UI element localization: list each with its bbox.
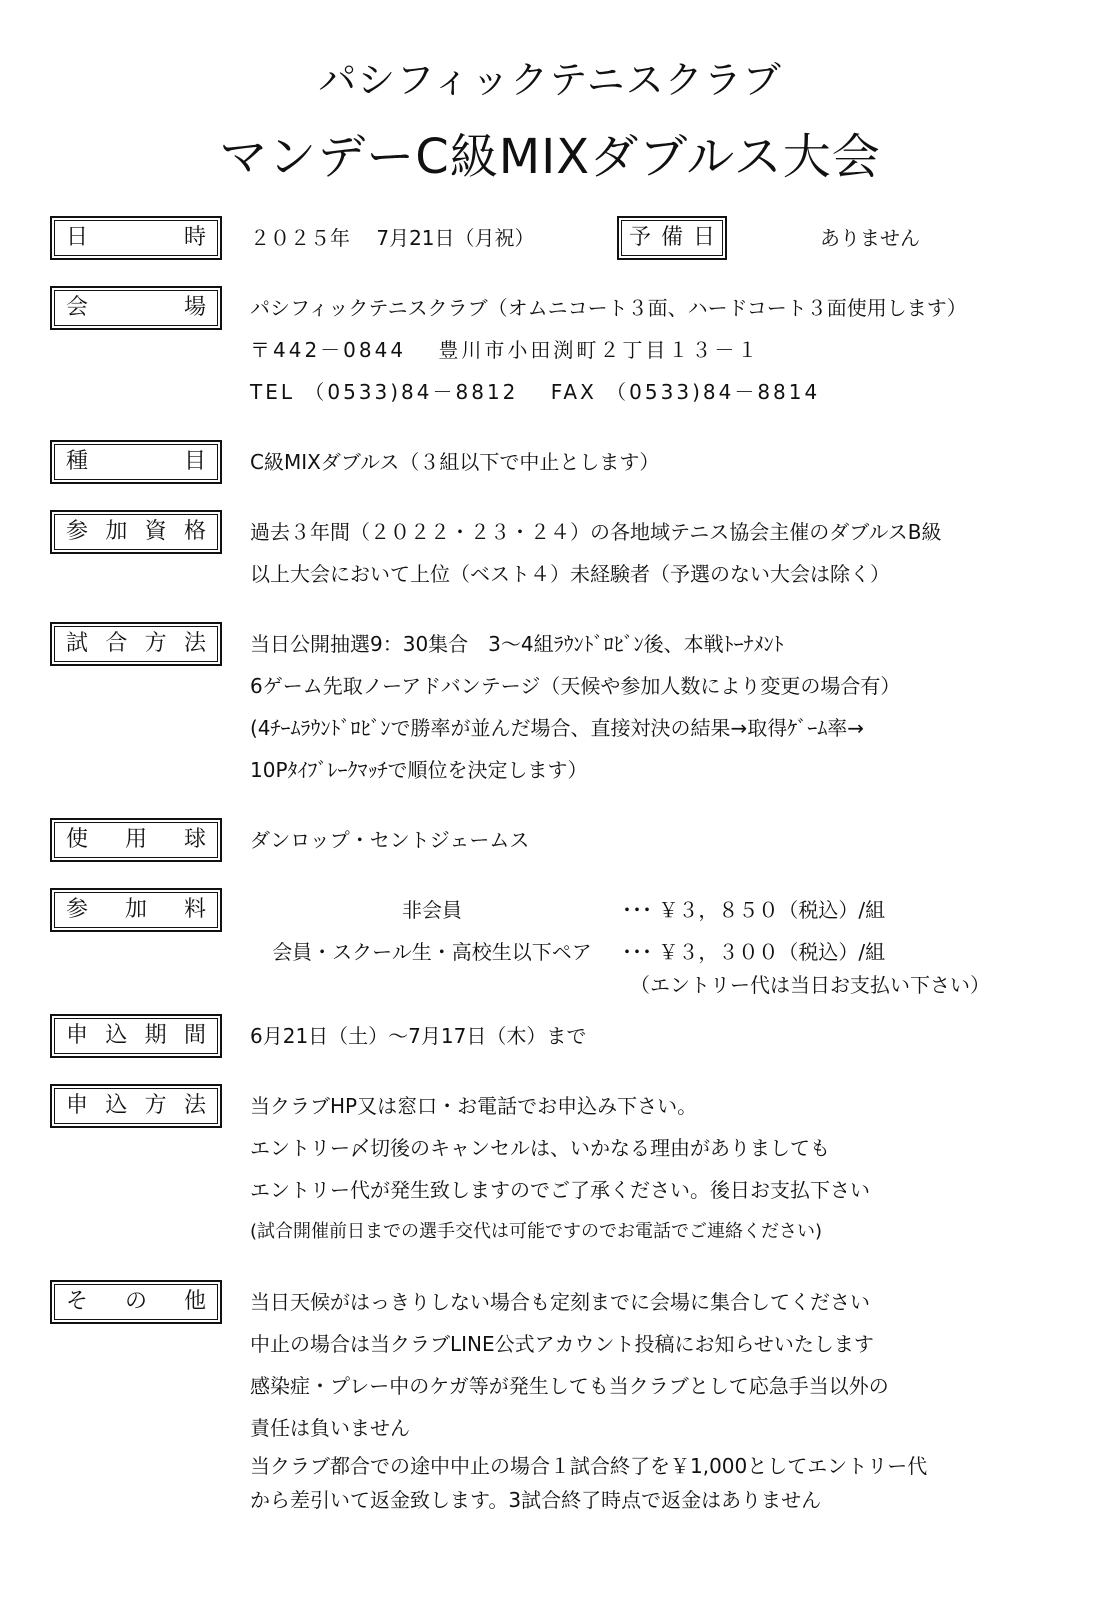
other-line: 中止の場合は当クラブLINE公式アカウント投稿にお知らせいたします — [250, 1332, 874, 1356]
other-line: 責任は負いません — [250, 1416, 410, 1440]
other-line: 当クラブ都合での途中中止の場合１試合終了を￥1,000としてエントリー代 — [250, 1454, 928, 1478]
period-value: 6月21日（土）～7月17日（木）まで — [250, 1024, 587, 1048]
eligibility-label: 参加資格 — [66, 519, 206, 544]
date-value: ２０２５年 7月21日（月祝） — [250, 226, 535, 250]
venue-name: パシフィックテニスクラブ（オムニコート３面、ハードコート３面使用します） — [250, 296, 967, 320]
eligibility-line: 過去３年間（２０２２・２３・２４）の各地域テニス協会主催のダブルスB級 — [250, 520, 942, 544]
other-line: 当日天候がはっきりしない場合も定刻までに会場に集合してください — [250, 1290, 870, 1314]
category-label: 種目 — [66, 449, 206, 474]
format-label: 試合方法 — [66, 631, 206, 656]
fee-label: 参加料 — [66, 897, 206, 922]
other-line: から差引いて返金致します。3試合終了時点で返金はありません — [250, 1488, 822, 1512]
ball-label: 使用球 — [66, 827, 206, 852]
reserve-day-value: ありません — [820, 226, 920, 250]
format-line: 6ゲーム先取ノーアドバンテージ（天候や参加人数により変更の場合有） — [250, 674, 901, 698]
format-label-box — [50, 622, 222, 666]
method-line: (試合開催前日までの選手交代は可能ですのでお電話でご連絡ください) — [250, 1221, 823, 1242]
venue-address: 〒442－0844 豊川市小田渕町２丁目１３－１ — [250, 338, 761, 362]
date-label-box — [50, 216, 222, 260]
method-line: エントリー〆切後のキャンセルは、いかなる理由がありましても — [250, 1136, 830, 1160]
reserve-day-label-box — [617, 216, 727, 260]
fee-item-price: ･･･ ￥３，３００（税込）/組 — [622, 940, 886, 964]
fee-item-name: 会員・スクール生・高校生以下ペア — [272, 940, 592, 964]
other-label: その他 — [66, 1289, 206, 1314]
method-label: 申込方法 — [66, 1093, 206, 1118]
category-value: C級MIXダブルス（３組以下で中止とします） — [250, 450, 660, 474]
category-label-box — [50, 440, 222, 484]
venue-label: 会場 — [66, 295, 206, 320]
club-name: パシフィックテニスクラブ — [318, 58, 782, 102]
reserve-day-label: 予備日 — [629, 225, 715, 250]
method-label-box — [50, 1084, 222, 1128]
period-label-box — [50, 1014, 222, 1058]
eligibility-line: 以上大会において上位（ベスト４）未経験者（予選のない大会は除く） — [250, 562, 890, 586]
format-line: (4ﾁｰﾑﾗｳﾝﾄﾞﾛﾋﾞﾝで勝率が並んだ場合、直接対決の結果→取得ｹﾞｰﾑ率→ — [250, 716, 865, 740]
event-title: マンデーC級MIXダブルス大会 — [219, 129, 881, 185]
fee-note: （エントリー代は当日お支払い下さい） — [630, 973, 990, 997]
format-line: 当日公開抽選9：30集合 3～4組ﾗｳﾝﾄﾞﾛﾋﾞﾝ後、本戦ﾄｰﾅﾒﾝﾄ — [250, 632, 784, 656]
venue-phone-fax: TEL （0533)84－8812 FAX （0533)84－8814 — [250, 380, 821, 404]
fee-item-price: ･･･ ￥３，８５０（税込）/組 — [622, 898, 886, 922]
ball-value: ダンロップ・セントジェームス — [250, 828, 530, 852]
fee-label-box — [50, 888, 222, 932]
other-line: 感染症・プレー中のケガ等が発生しても当クラブとして応急手当以外の — [250, 1374, 889, 1398]
period-label: 申込期間 — [66, 1023, 206, 1048]
ball-label-box — [50, 818, 222, 862]
method-line: エントリー代が発生致しますのでご了承ください。後日お支払下さい — [250, 1178, 870, 1202]
other-label-box — [50, 1280, 222, 1324]
venue-label-box — [50, 286, 222, 330]
fee-item-name: 非会員 — [402, 898, 462, 922]
date-label: 日時 — [66, 225, 206, 250]
eligibility-label-box — [50, 510, 222, 554]
format-line: 10Pﾀｲﾌﾞﾚｰｸﾏｯﾁで順位を決定します） — [250, 758, 588, 782]
method-line: 当クラブHP又は窓口・お電話でお申込み下さい。 — [250, 1094, 698, 1118]
